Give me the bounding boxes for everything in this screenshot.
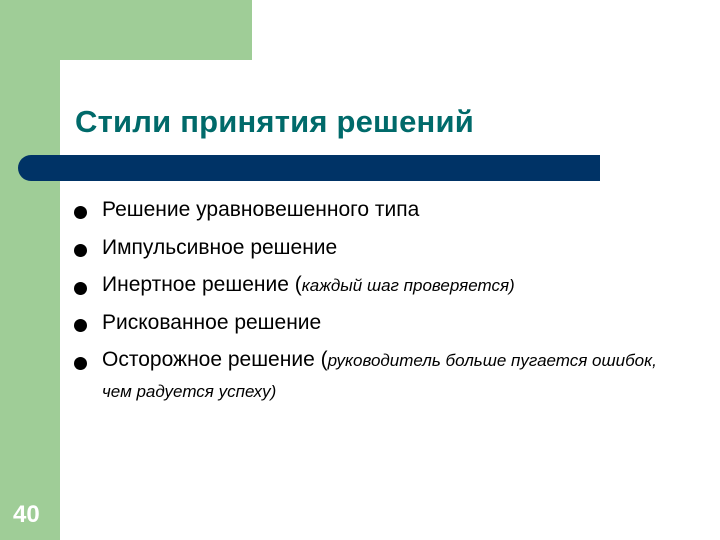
bullet-dot-icon: [74, 319, 87, 332]
top-accent-band: [0, 0, 252, 60]
bullet-item: [74, 194, 664, 226]
bullet-item: [74, 270, 664, 301]
bullet-note: руководитель больше пугается ошибок, чем радуется успеху): [102, 351, 657, 401]
bullet-text: Решение уравновешенного типа: [102, 198, 420, 221]
bullet-dot-icon: [74, 206, 87, 219]
bullet-item: [74, 345, 664, 407]
bullet-dot-icon: [74, 282, 87, 295]
bullet-text: Импульсивное решение: [102, 236, 338, 259]
bullet-list: [74, 194, 664, 413]
bullet-item: [74, 307, 664, 339]
bullet-dot-icon: [74, 357, 87, 370]
bullet-dot-icon: [74, 244, 87, 257]
bullet-text: Осторожное решение (: [102, 348, 328, 371]
bullet-text: Рискованное решение: [102, 311, 322, 334]
bullet-note: каждый шаг проверяется): [301, 276, 515, 295]
page-number: 40: [13, 501, 40, 528]
title-divider-bar: [18, 155, 600, 181]
bullet-item: [74, 232, 664, 264]
slide-title: Стили принятия решений: [75, 104, 474, 139]
bullet-text: Инертное решение (: [102, 273, 302, 296]
left-accent-band: [0, 0, 60, 540]
